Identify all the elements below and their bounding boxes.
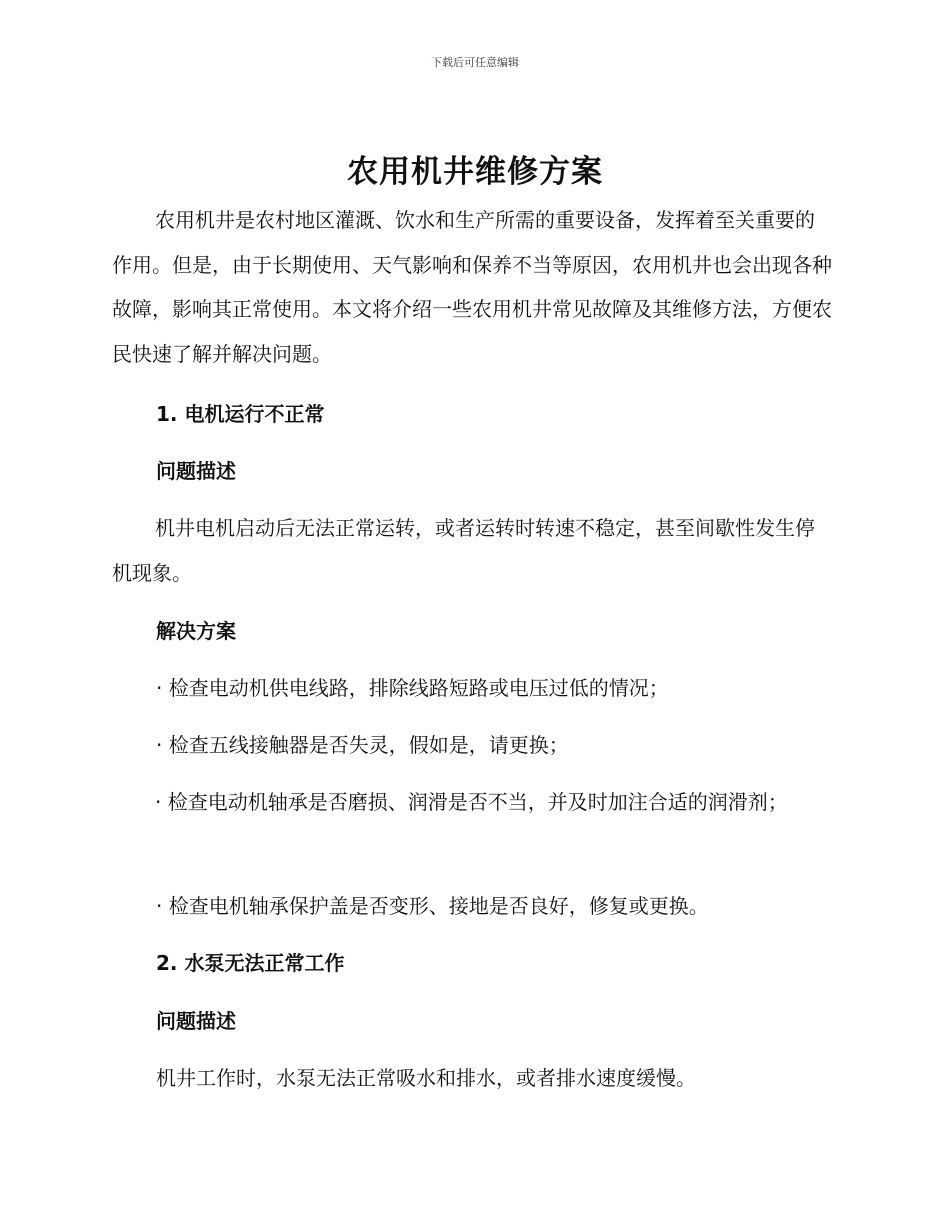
section-2-problem-text: 机井工作时，水泵无法正常吸水和排水，或者排水速度缓慢。: [156, 1066, 696, 1090]
section-1-problem-label: 问题描述: [156, 459, 236, 483]
solution-item: · 检查五线接触器是否失灵，假如是，请更换；: [156, 733, 569, 757]
intro-paragraph: 农用机井是农村地区灌溉、饮水和生产所需的重要设备，发挥着至关重要的作用。但是，由于长期使用、天气影响和保养不当等原因，农用机井也会出现各种故障，影响其正常使用。本文将介绍一些农用机井常见故障及其维修方法，方便农民快速了解并解决问题。: [112, 208, 832, 366]
section-1-solution-label: 解决方案: [156, 619, 236, 643]
section-2-problem-label: 问题描述: [156, 1009, 236, 1033]
solution-item: · 检查电机轴承保护盖是否变形、接地是否良好，修复或更换。: [156, 894, 709, 918]
header-note: 下载后可任意编辑: [431, 56, 519, 69]
section-2-heading: 2. 水泵无法正常工作: [156, 951, 345, 975]
solution-item: · 检查电动机轴承是否磨损、润滑是否不当，并及时加注合适的润滑剂；: [155, 790, 788, 814]
solution-item: · 检查电动机供电线路，排除线路短路或电压过低的情况；: [156, 676, 669, 700]
section-1-problem-text: 机井电机启动后无法正常运转，或者运转时转速不稳定，甚至间歇性发生停机现象。: [112, 516, 815, 585]
section-1-heading: 1. 电机运行不正常: [156, 402, 325, 426]
document-title: 农用机井维修方案: [347, 154, 603, 190]
